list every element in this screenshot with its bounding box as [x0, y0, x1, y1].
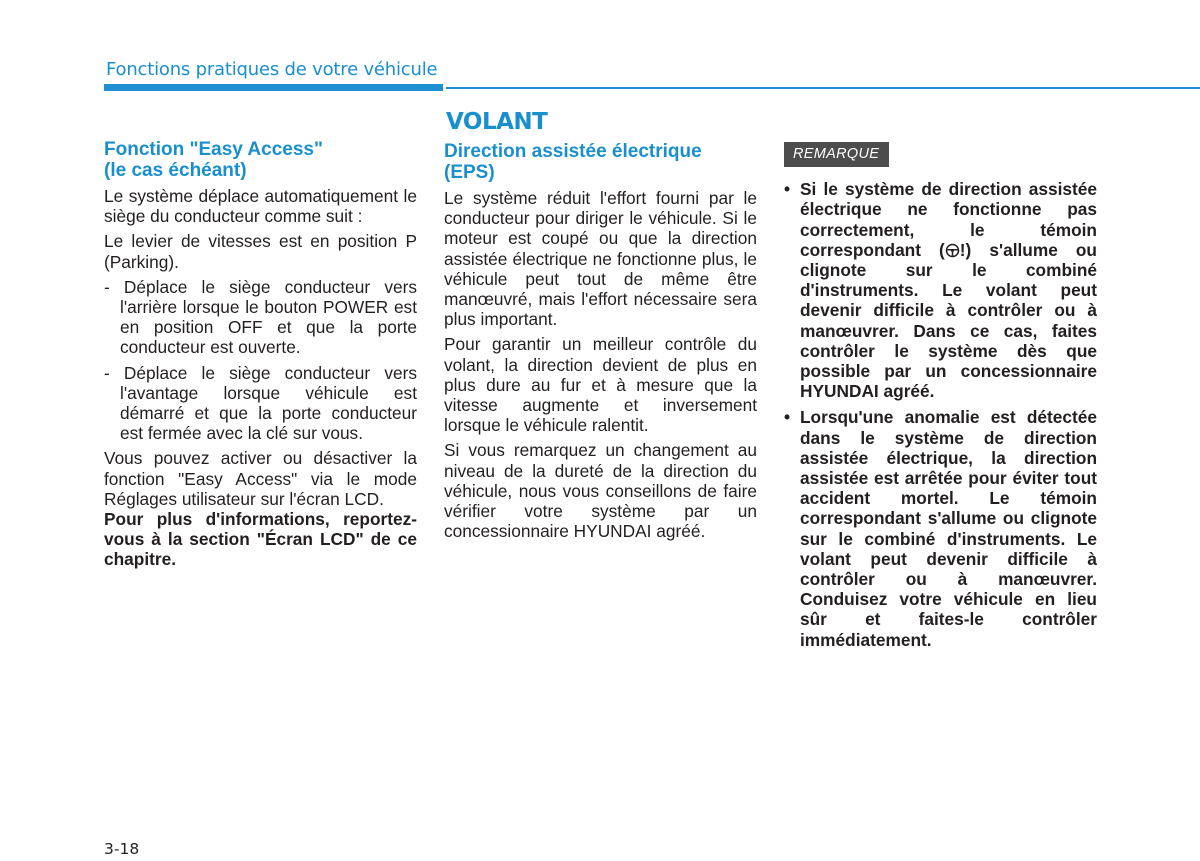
eps-paragraph-1: Le système réduit l'effort fourni par le conducteur pour diriger le véhicule. Si le moteur est coupé ou que la direction assistée électrique ne fonctionne plus, le véhicule peut tout de même être manœuvré, mais l'effort nécessaire sera plus important.	[444, 188, 757, 330]
running-header: Fonctions pratiques de votre véhicule	[106, 59, 438, 80]
steering-warning-icon	[945, 243, 960, 258]
section-title: VOLANT	[446, 109, 548, 135]
easy-access-list-item-1: - Déplace le siège conducteur vers l'arrière lorsque le bouton POWER est en position OFF et que la porte conducteur est ouverte.	[104, 276, 417, 358]
header-rule-thick	[104, 84, 443, 91]
easy-access-heading-line2: (le cas échéant)	[104, 159, 247, 181]
remarque-list	[784, 179, 1097, 650]
eps-paragraph-2: Pour garantir un meilleur contrôle du volant, la direction devient de plus en plus dure au fur et à mesure que la vitesse augmente et inversement lorsque le véhicule ralentit.	[444, 334, 757, 436]
remarque-badge: REMARQUE	[784, 142, 889, 167]
eps-paragraph-3: Si vous remarquez un changement au niveau de la dureté de la direction du véhicule, nous vous conseillons de faire vérifier votre système par un concessionnaire HYUNDAI agréé.	[444, 440, 757, 542]
column-remarque	[784, 142, 1097, 656]
easy-access-paragraph-3: Vous pouvez activer ou désactiver la fonction "Easy Access" via le mode Réglages utilisateur sur l'écran LCD.	[104, 448, 417, 509]
easy-access-heading	[104, 140, 417, 181]
eps-heading-line2: (EPS)	[444, 161, 495, 183]
page-number: 3-18	[104, 840, 140, 858]
remarque-bullet-1-text-b: !) s'allume ou clignote sur le combiné d'instruments. Le volant peut devenir difficile à contrôler ou à manœuvrer. Dans ce cas, faites contrôler le système dès que possible par un concessionnaire HYUNDAI agréé.	[800, 239, 1097, 402]
remarque-bullet-1	[784, 179, 1097, 401]
eps-heading	[444, 142, 757, 183]
eps-heading-line1: Direction assistée électrique	[444, 141, 702, 162]
easy-access-paragraph-2: Le levier de vitesses est en position P (Parking).	[104, 231, 417, 272]
remarque-bullet-2: • Lorsqu'une anomalie est détectée dans le système de direction assistée électrique, la direction assistée est arrêtée pour éviter tout accident mortel. Le témoin correspondant s'allume ou clignote sur le combiné d'instruments. Le volant peut devenir difficile à contrôler ou à manœuvrer. Conduisez votre véhicule en lieu sûr et faites-le contrôler immédiatement.	[784, 407, 1097, 649]
easy-access-paragraph-1: Le système déplace automatiquement le siège du conducteur comme suit :	[104, 186, 417, 227]
header-rule-thin	[446, 87, 1200, 89]
column-easy-access	[104, 140, 417, 575]
column-eps	[444, 142, 757, 546]
remarque-bullet-1-text-a: Si le système de direction assistée électrique ne fonctionne pas correctement, le témoin correspondant (	[800, 179, 1097, 260]
easy-access-list-item-2: - Déplace le siège conducteur vers l'avantage lorsque véhicule est démarré et que la porte conducteur est fermée avec la clé sur vous.	[104, 362, 417, 444]
easy-access-reference: Pour plus d'informations, reportez-vous à la section "Écran LCD" de ce chapitre.	[104, 509, 417, 570]
easy-access-heading-line1: Fonction "Easy Access"	[104, 139, 324, 160]
